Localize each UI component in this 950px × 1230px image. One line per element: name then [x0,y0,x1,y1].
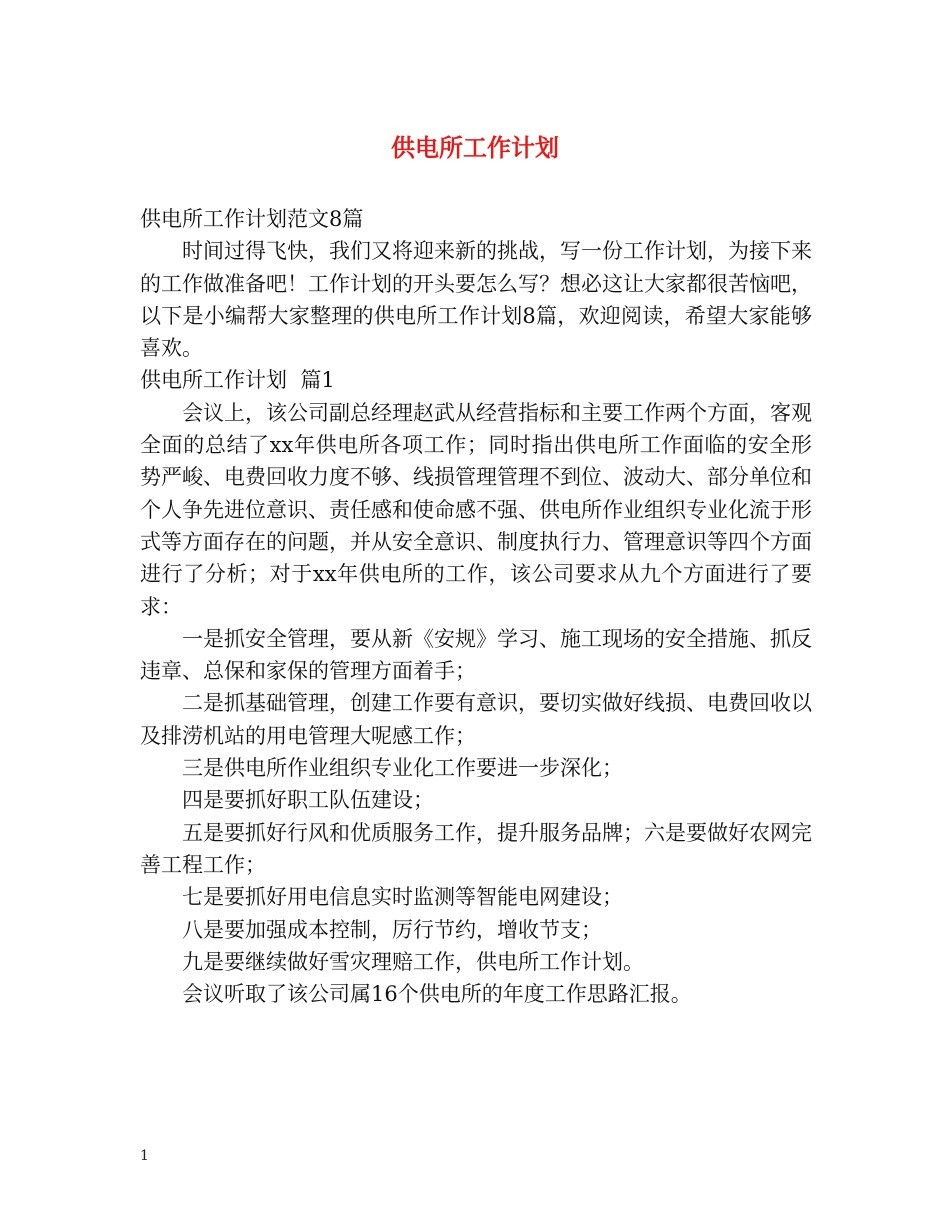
document-subtitle: 供电所工作计划范文8篇 [140,207,364,231]
paragraph-3: 二是抓基础管理，创建工作要有意识，要切实做好线损、电费回收以及排涝机站的用电管理大呢感工作； [140,691,812,748]
paragraph-10: 会议听取了该公司属16个供电所的年度工作思路汇报。 [182,982,692,1007]
paragraph-9: 九是要继续做好雪灾理赔工作，供电所工作计划。 [182,949,644,974]
paragraph-5: 四是要抓好职工队伍建设； [182,788,434,813]
paragraph-2: 一是抓安全管理，要从新《安规》学习、施工现场的安全措施、抓反违章、总保和家保的管理方面着手； [140,626,812,684]
document-title: 供电所工作计划 [391,133,559,162]
section-heading: 供电所工作计划 篇1 [140,368,335,393]
page-number: 1 [140,1148,149,1164]
paragraph-1: 会议上，该公司副总经理赵武从经营指标和主要工作两个方面，客观全面的总结了xx年供电所各项工作；同时指出供电所工作面临的安全形势严峻、电费回收力度不够、线损管理管理不到位、波动大、部分单位和个人争先进位意识、责任感和使命感不强、供电所作业组织专业化流于形式等方面存在的问题，并从安全意识、制度执行力、管理意识等四个方面进行了分析；对于xx年供电所的工作，该公司要求从九个方面进行了要求： [140,400,812,619]
paragraph-8: 八是要加强成本控制，厉行节约，增收节支； [182,917,602,942]
paragraph-7: 七是要抓好用电信息实时监测等智能电网建设； [182,885,623,910]
document-body [140,203,812,1010]
intro-paragraph: 时间过得飞快，我们又将迎来新的挑战，写一份工作计划，为接下来的工作做准备吧！工作计划的开头要怎么写？想必这让大家都很苦恼吧，以下是小编帮大家整理的供电所工作计划8篇，欢迎阅读，希望大家能够喜欢。 [140,239,812,361]
paragraph-6: 五是要抓好行风和优质服务工作，提升服务品牌；六是要做好农网完善工程工作； [140,820,812,877]
paragraph-4: 三是供电所作业组织专业化工作要进一步深化； [182,756,623,781]
